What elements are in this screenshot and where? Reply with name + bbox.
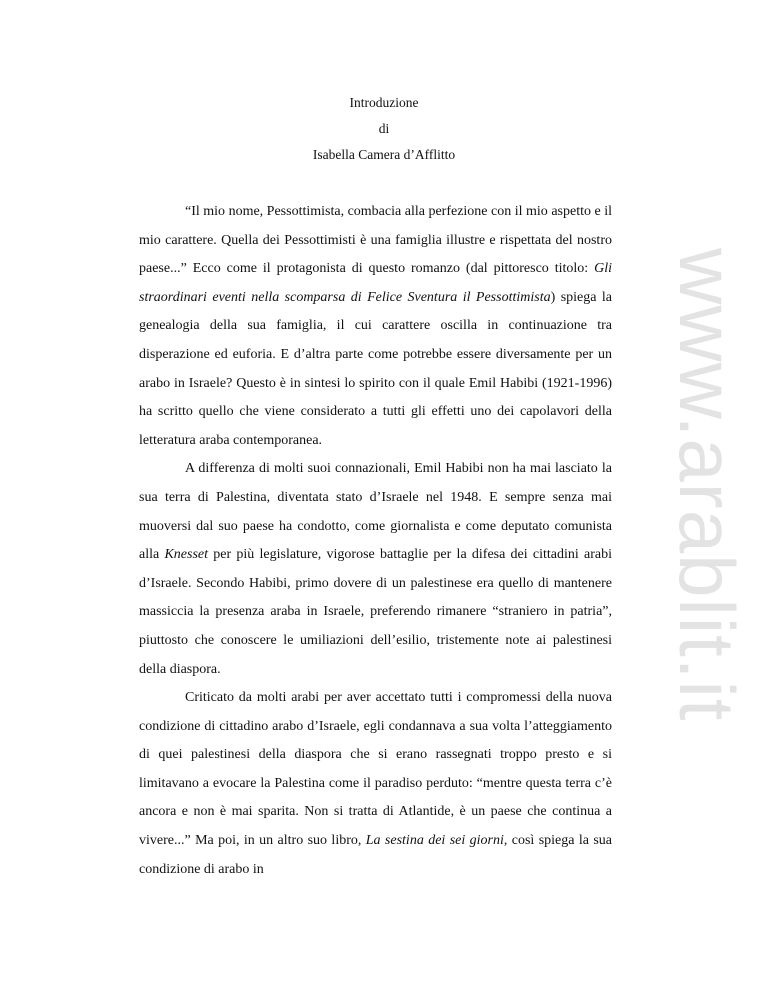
text-run: ) spiega la genealogia della sua famiglia, il cui carattere oscilla in continuazione tra disperazione ed euforia. E d’altra parte come potrebbe essere diversamente per un arabo in Israele? Questo è in sintesi lo spirito con il quale Emil Habibi (1921-1996) ha scritto quello che viene considerato a tutti gli effetti uno dei capolavori della letteratura araba contemporanea. [139, 289, 612, 448]
page-title: Introduzione [349, 95, 419, 110]
title-block [0, 90, 768, 168]
text-run: Criticato da molti arabi per aver accettato tutti i compromessi della nuova condizione di cittadino arabo d’Israele, egli condannava a sua volta l’atteggiamento di quei palestinesi della diaspora che si erano rassegnati troppo presto e si limitavano a evocare la Palestina come il paradiso perduto: “mentre questa terra c’è ancora e non è mai sparita. Non si tratta di Atlantide, è un paese che continua a vivere...” Ma poi, in un altro suo libro, [139, 690, 612, 849]
title-by: di [378, 121, 390, 136]
paragraph-2 [139, 455, 612, 684]
body-text [139, 198, 612, 884]
book-title-italic: Gli straordinari eventi nella scomparsa di Felice Sventura il Pessottimista [139, 261, 612, 305]
book-title-italic: La sestina dei sei giorni [365, 833, 504, 849]
text-run: , così spiega la sua condizione di arabo in [139, 833, 612, 877]
watermark-text: www.arablit.it [663, 248, 751, 722]
text-run: “Il mio nome, Pessottimista, combacia alla perfezione con il mio aspetto e il mio carattere. Quella dei Pessottimisti è una famiglia illustre e rispettata del nostro paese...” Ecco come il protagonista di questo romanzo (dal pittoresco titolo: [139, 204, 612, 277]
watermark [660, 248, 760, 748]
text-run: A differenza di molti suoi connazionali, Emil Habibi non ha mai lasciato la sua terra di Palestina, diventata stato d’Israele nel 1948. E sempre senza mai muoversi dal suo paese ha condotto, come giornalista e come deputato comunista alla [139, 461, 612, 563]
text-run: per più legislature, vigorose battaglie per la difesa dei cittadini arabi d’Israele. Secondo Habibi, primo dovere di un palestinese era quello di mantenere massiccia la presenza araba in Israele, preferendo rimanere “straniero in patria”, piuttosto che conoscere le umiliazioni dell’esilio, tristemente note ai palestinesi della diaspora. [139, 547, 612, 677]
knesset-italic: Knesset [164, 547, 209, 563]
author-name: Isabella Camera d’Afflitto [312, 147, 456, 162]
paragraph-1 [139, 198, 612, 455]
paragraph-3 [139, 684, 612, 884]
